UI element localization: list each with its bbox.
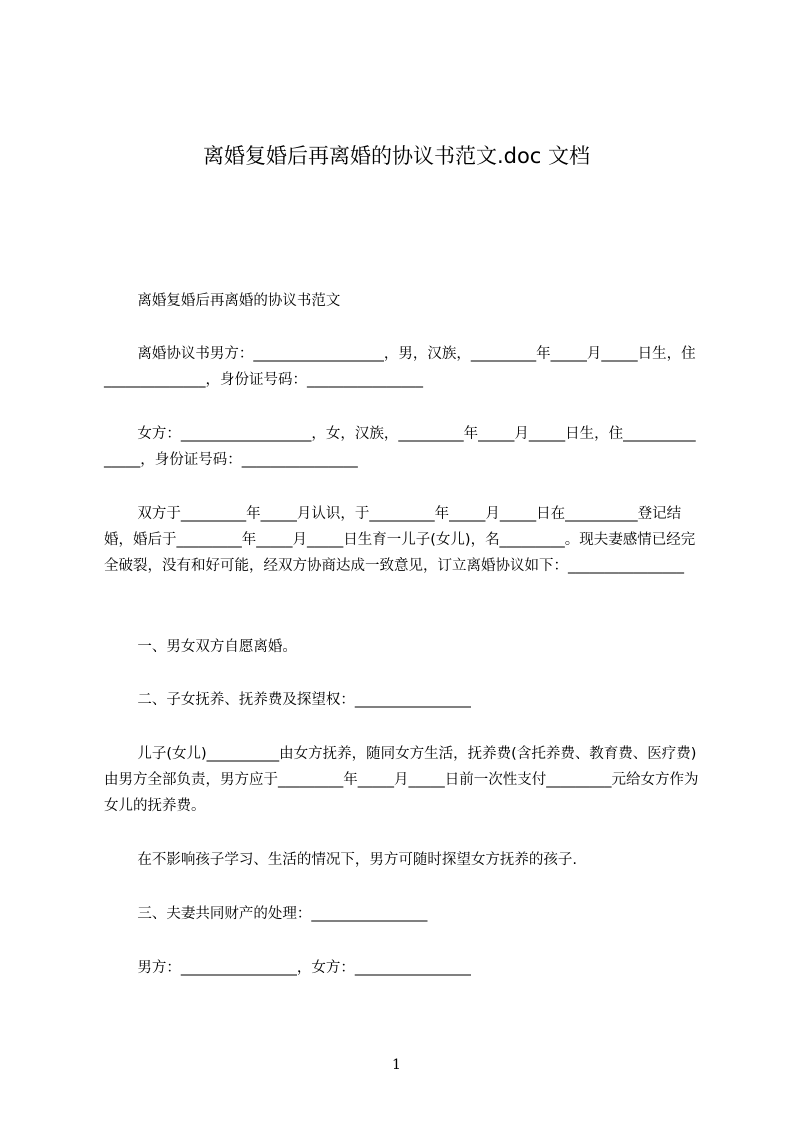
body-heading: 离婚复婚后再离婚的协议书范文: [137, 293, 341, 309]
clause-2-child-custody: 二、子女抚养、抚养费及探望权：________________: [137, 692, 471, 708]
document-title: 离婚复婚后再离婚的协议书范文.doc 文档: [202, 144, 591, 168]
paragraph-male-party: 离婚协议书男方：__________________，男，汉族，_________年_____月_____日生，住______________，身份证号码：________________: [104, 346, 696, 388]
clause-1-voluntary-divorce: 一、男女双方自愿离婚。: [137, 639, 297, 655]
page-number: 1: [392, 1057, 401, 1073]
paragraph-marriage-history: 双方于_________年_____月认识，于_________年_____月_____日在__________登记结婚，婚后于_________年_____月_____日生育一儿子(女儿)，名_________。现夫妻感情已经完全破裂，没有和好可能，经双方协商达成一致意见，订立离婚协议如下：________________: [104, 506, 696, 574]
paragraph-child-support: 儿子(女儿)__________由女方抚养，随同女方生活，抚养费(含托养费、教育费、医疗费)由男方全部负责，男方应于_________年_____月_____日前一次性支付_________元给女方作为女儿的抚养费。: [104, 746, 699, 814]
paragraph-property-split: 男方：________________，女方：________________: [137, 960, 471, 976]
paragraph-visitation: 在不影响孩子学习、生活的情况下，男方可随时探望女方抚养的孩子.: [137, 852, 577, 868]
paragraph-female-party: 女方：__________________，女，汉族，_________年_____月_____日生，住_______________，身份证号码：________________: [104, 426, 696, 468]
clause-3-property: 三、夫妻共同财产的处理：________________: [137, 906, 428, 922]
